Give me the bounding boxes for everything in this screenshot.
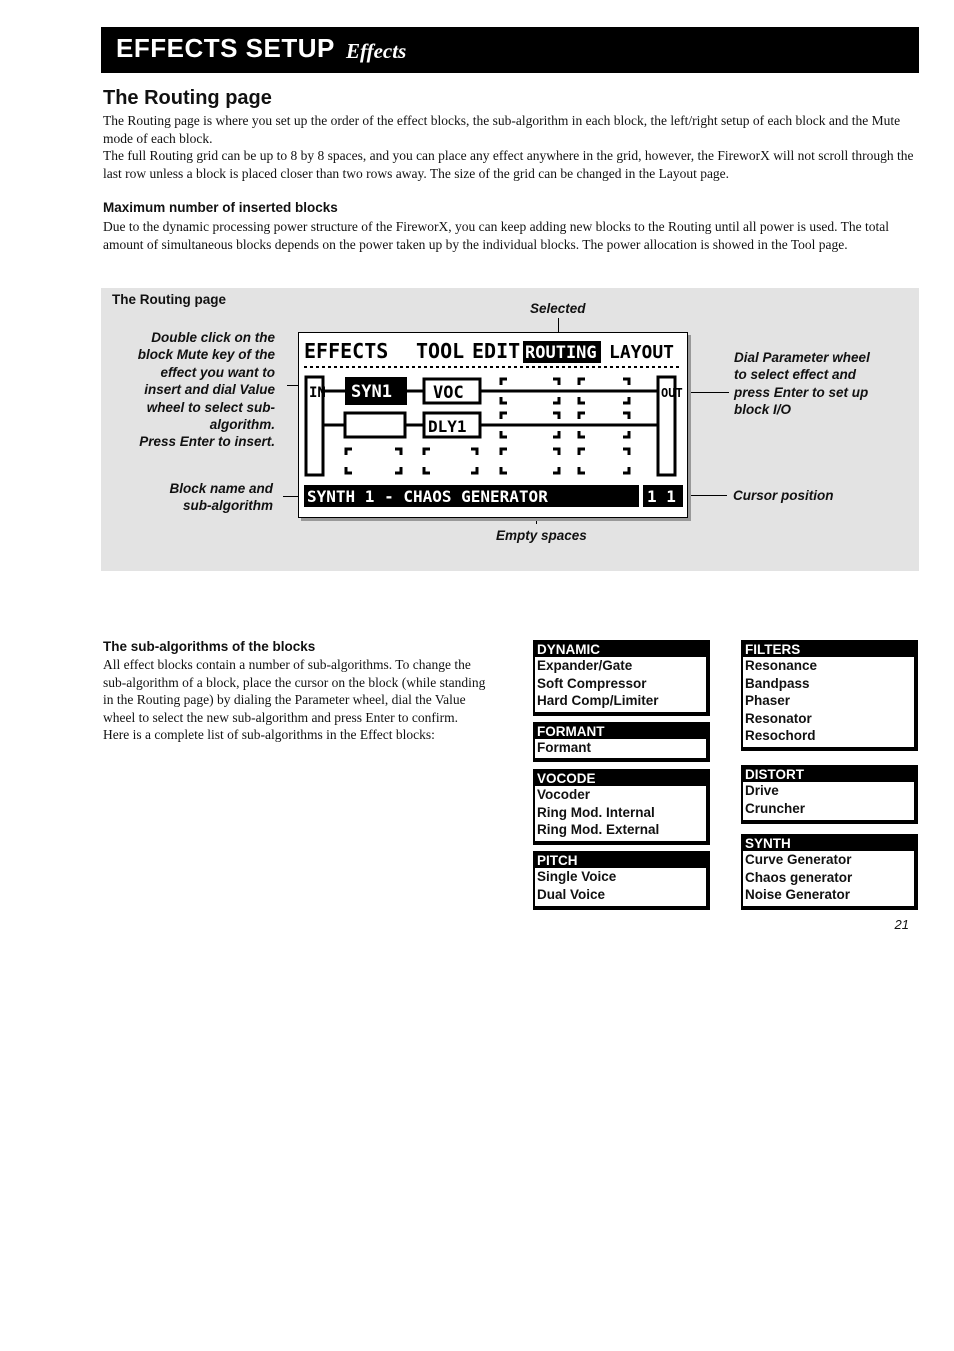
max-blocks-text: Due to the dynamic processing power structure of the FireworX, you can keep adding new blocks to the Routing until all power is used. The total amount of simultaneous blocks depends on the power taken up by the individual blocks. The power allocation is showed in the Tool page. <box>103 219 889 252</box>
list-item: Curve Generator <box>745 852 852 867</box>
list-item: Ring Mod. External <box>537 822 660 837</box>
list-pitch <box>533 851 710 910</box>
list-item: Cruncher <box>745 800 806 816</box>
page-number: 21 <box>894 917 909 932</box>
list-distort <box>741 765 918 824</box>
subalg-paragraph-1: All effect blocks contain a number of sub-algorithms. To change the sub-algorithm of a block, place the cursor on the block (while standing in the Routing page) by dialing the Parameter wheel, dial the Value wheel to select the new sub-algorithm and press Enter to confirm. <box>103 657 486 725</box>
list-item: Expander/Gate <box>537 658 633 673</box>
subalg-paragraph-2: Here is a complete list of sub-algorithms in the Effect blocks: <box>103 727 435 742</box>
list-item: Resochord <box>745 728 816 743</box>
intro-paragraph-1: The Routing page is where you set up the order of the effect blocks, the sub-algorithm in each block, the left/right setup of each block and the Mute mode of each block. <box>103 113 901 146</box>
list-dynamic-title: DYNAMIC <box>535 642 706 657</box>
list-item: Resonator <box>745 710 812 726</box>
lcd-block-syn1-label: SYN1 <box>351 382 392 402</box>
max-blocks-title: Maximum number of inserted blocks <box>103 200 338 215</box>
list-vocode-title: VOCODE <box>535 771 706 786</box>
list-item: Noise Generator <box>745 887 851 902</box>
list-item: Hard Comp/Limiter <box>537 693 659 708</box>
lcd-block-voc-label: VOC <box>433 383 464 403</box>
section-title: The Routing page <box>103 87 272 109</box>
header-subtitle: Effects <box>346 39 407 63</box>
lcd-out-label: OUT <box>661 386 683 400</box>
list-item: Resonance <box>745 658 818 673</box>
dial-note: Dial Parameter wheel to select effect and press Enter to set up block I/O <box>734 350 870 418</box>
lcd-status-text: SYNTH 1 - CHAOS GENERATOR <box>307 487 548 506</box>
lcd-block-empty <box>345 413 405 437</box>
list-filters-title: FILTERS <box>743 642 914 657</box>
lcd-cursor-value: 1 1 <box>647 487 676 506</box>
lcd-menu-tool: TOOL <box>416 339 465 363</box>
cursor-leader-line <box>683 495 727 496</box>
list-item: Formant <box>537 740 591 755</box>
list-item: Soft Compressor <box>537 675 647 691</box>
lcd-menu-routing: ROUTING <box>525 343 597 363</box>
lcd-menu-layout: LAYOUT <box>609 342 675 363</box>
list-pitch-title: PITCH <box>535 853 706 868</box>
dial-leader-line <box>683 392 729 393</box>
lcd-in-label: IN <box>309 385 326 401</box>
list-synth <box>741 834 918 910</box>
list-item: Phaser <box>745 693 791 708</box>
insert-note: Double click on the block Mute key of the effect you want to insert and dial Value wheel to select sub- algorithm. Press Enter to insert. <box>137 330 275 450</box>
list-item: Drive <box>745 783 779 798</box>
header-banner <box>101 27 919 73</box>
list-item: Ring Mod. Internal <box>537 804 655 820</box>
list-item: Dual Voice <box>537 886 606 902</box>
list-distort-title: DISTORT <box>743 767 914 782</box>
list-dynamic <box>533 640 710 716</box>
subalg-title: The sub-algorithms of the blocks <box>103 639 316 654</box>
lcd-menu-effects: EFFECTS <box>304 339 389 363</box>
empty-spaces-label: Empty spaces <box>496 528 587 543</box>
intro-text <box>103 112 915 182</box>
header-title: EFFECTS SETUP <box>116 33 335 63</box>
intro-paragraph-2: The full Routing grid can be up to 8 by 8 spaces, and you can place any effect anywhere in the grid, however, the FireworX will not scroll through the last row unless a block is placed closer than two rows away. The size of the grid can be changed in the Layout page. <box>103 148 914 181</box>
list-item: Chaos generator <box>745 869 853 885</box>
list-item: Single Voice <box>537 869 617 884</box>
lcd-graphic <box>299 333 687 517</box>
cursor-position-label: Cursor position <box>733 488 834 503</box>
list-formant <box>533 722 710 762</box>
list-formant-title: FORMANT <box>535 724 706 739</box>
list-item: Vocoder <box>537 787 591 802</box>
subalg-text <box>103 656 495 744</box>
figure-caption: The Routing page <box>112 292 226 307</box>
lcd-screen <box>298 332 688 518</box>
list-vocode <box>533 769 710 845</box>
list-filters <box>741 640 918 751</box>
list-synth-title: SYNTH <box>743 836 914 851</box>
lcd-menu-edit: EDIT <box>472 339 521 363</box>
block-name-note: Block name and sub-algorithm <box>169 481 273 514</box>
selected-label: Selected <box>530 301 586 316</box>
list-item: Bandpass <box>745 675 810 691</box>
lcd-block-dly1-label: DLY1 <box>428 417 467 436</box>
